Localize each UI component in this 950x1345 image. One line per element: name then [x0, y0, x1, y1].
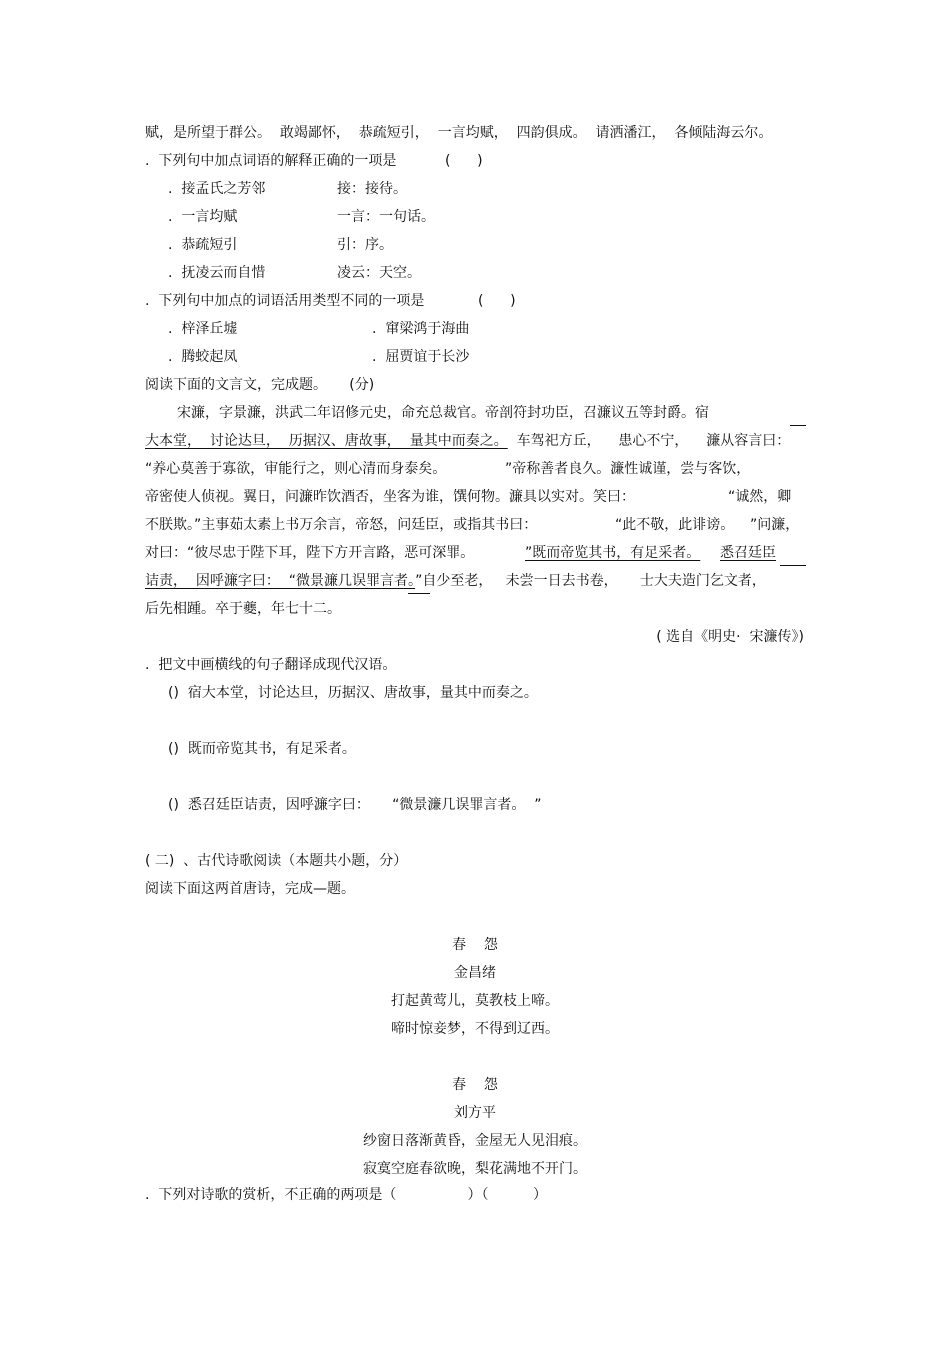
underline-extension — [780, 565, 806, 566]
q1-option-b: . 一言均赋 — [168, 209, 238, 225]
passage-source: ( 选自《明史· 宋濂传》) — [656, 629, 804, 645]
blank-dash — [790, 425, 806, 426]
underlined-sentence-2: ”既而帝览其书，有足采者。 — [525, 545, 701, 561]
q1-option-b-explain: 一言：一句话。 — [337, 209, 435, 225]
passage-line-4b: “诚然，卿 — [728, 489, 792, 505]
q1-paren: ( ) — [445, 153, 483, 169]
underlined-sentence-3b: 诘责， 因呼濂字曰： “微景濂几误罪言者。 — [145, 573, 416, 589]
q1-option-a-explain: 接：接待。 — [337, 181, 407, 197]
q1-option-a: . 接孟氏之芳邻 — [168, 181, 266, 197]
q1-option-d-explain: 凌云：天空。 — [337, 265, 421, 281]
passage-line-3a: “养心莫善于寡欲，审能行之，则心清而身泰矣。 — [145, 461, 447, 477]
poem-2-line-2: 寂寞空庭春欲晚，梨花满地不开门。 — [363, 1161, 587, 1177]
poem-1-title: 春 怨 — [452, 937, 498, 953]
q2-option-a: . 梓泽丘墟 — [168, 321, 238, 337]
poem-2-author: 刘方平 — [454, 1105, 496, 1121]
passage-line-5c: ”问濂， — [750, 517, 800, 533]
q2-paren: ( ) — [478, 293, 516, 309]
q1-stem: . 下列句中加点词语的解释正确的一项是 — [145, 153, 397, 169]
q1-option-c-explain: 引：序。 — [337, 237, 393, 253]
q1-option-d: . 抚凌云而自惜 — [168, 265, 266, 281]
q2-option-c: . 腾蛟起凤 — [168, 349, 238, 365]
underline-gap-fill — [408, 593, 430, 594]
q4-stem: . 下列对诗歌的赏析，不正确的两项是（ ）（ ） — [145, 1187, 548, 1203]
q1-option-c: . 恭疏短引 — [168, 237, 238, 253]
poem-1-line-1: 打起黄莺儿，莫教枝上啼。 — [391, 993, 559, 1009]
poem-1-line-2: 啼时惊妾梦，不得到辽西。 — [391, 1021, 559, 1037]
underlined-sentence-3a: 悉召廷臣 — [720, 545, 776, 561]
q3-stem: . 把文中画横线的句子翻译成现代汉语。 — [145, 657, 397, 673]
passage-line-4a: 帝密使人侦视。翼日，问濂昨饮酒否，坐客为谁，馔何物。濂具以实对。笑曰： — [145, 489, 635, 505]
passage-line-5a: 不朕欺。”主事茹太素上书万余言，帝怒，问廷臣，或指其书曰： — [145, 517, 538, 533]
passage-line-8: 后先相踵。卒于夔，年七十二。 — [145, 601, 341, 617]
q3-item-3: () 悉召廷臣诘责，因呼濂字曰： “微景濂几误罪言者。 ” — [168, 797, 542, 813]
poem-1-author: 金昌绪 — [454, 965, 496, 981]
underlined-sentence-1a: 大本堂， 讨论达旦， 历据汉、唐故事， 量其中而奏之。 — [145, 433, 508, 449]
section-2-intro: 阅读下面这两首唐诗，完成—题。 — [145, 881, 355, 897]
passage-line-6a: 对曰：“彼尽忠于陛下耳，陛下方开言路，恶可深罪。 — [145, 545, 475, 561]
intro-line: 赋，是所望于群公。 敢竭鄙怀， 恭疏短引， 一言均赋， 四韵俱成。 请洒潘江， 各倾陆海云尔。 — [145, 125, 773, 141]
q2-stem: . 下列句中加点的词语活用类型不同的一项是 — [145, 293, 425, 309]
passage-line-1: 宋濂，字景濂，洪武二年诏修元史，命充总裁官。帝剖符封功臣，召濂议五等封爵。宿 — [177, 405, 709, 421]
passage-line-5b: “此不敬，此诽谤。 — [615, 517, 735, 533]
passage-line-2-rest: 车驾祀方丘， 患心不宁， 濂从容言曰： — [507, 433, 791, 449]
reading-intro: 阅读下面的文言文，完成题。 (分) — [145, 377, 375, 393]
poem-2-line-1: 纱窗日落渐黄昏，金屋无人见泪痕。 — [363, 1133, 587, 1149]
q2-option-b: . 窜梁鸿于海曲 — [372, 321, 470, 337]
passage-line-7 — [145, 572, 766, 590]
passage-line-2 — [145, 432, 790, 450]
q3-item-1: () 宿大本堂，讨论达旦，历据汉、唐故事，量其中而奏之。 — [168, 685, 538, 701]
passage-line-7-rest: ”自少至老， 未尝一日去书卷， 士大夫造门乞文者， — [415, 573, 766, 589]
section-2-title: ( 二) 、古代诗歌阅读（本题共小题，分） — [145, 853, 408, 869]
q2-option-d: . 屈贾谊于长沙 — [372, 349, 470, 365]
passage-line-3b: ”帝称善者良久。濂性诚谨，尝与客饮， — [505, 461, 751, 477]
poem-2-title: 春 怨 — [452, 1077, 498, 1093]
q3-item-2: () 既而帝览其书，有足采者。 — [168, 741, 356, 757]
